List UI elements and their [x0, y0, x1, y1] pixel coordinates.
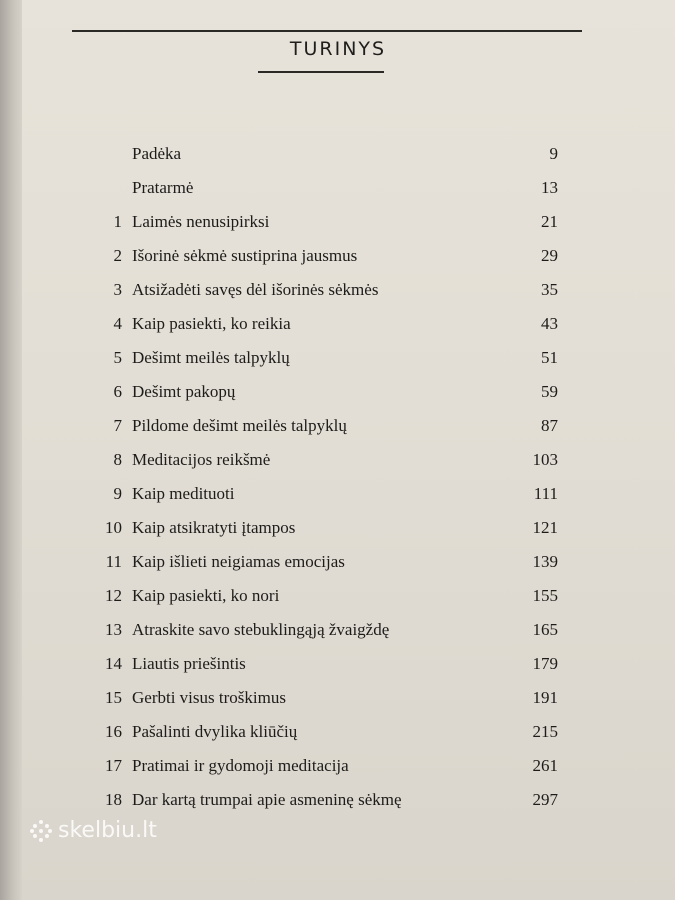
page-number: 59 — [541, 382, 558, 401]
chapter-number: 16 — [105, 722, 122, 741]
toc-entry — [22, 274, 675, 308]
chapter-title: Atsižadėti savęs dėl išorinės sėkmės — [132, 280, 379, 299]
chapter-title: Pratarmė — [132, 178, 194, 197]
page-number: 121 — [532, 518, 558, 537]
chapter-title: Dešimt pakopų — [132, 382, 236, 401]
chapter-number: 13 — [105, 620, 122, 639]
toc-entry — [22, 682, 675, 716]
table-of-contents — [22, 138, 675, 818]
chapter-number: 4 — [113, 314, 122, 333]
book-page — [22, 0, 675, 900]
toc-entry — [22, 308, 675, 342]
page-number: 191 — [532, 688, 558, 707]
top-rule — [72, 30, 582, 32]
toc-entry — [22, 614, 675, 648]
chapter-title: Pildome dešimt meilės talpyklų — [132, 416, 347, 435]
page-number: 87 — [541, 416, 558, 435]
page-number: 51 — [541, 348, 558, 367]
chapter-title: Kaip pasiekti, ko reikia — [132, 314, 291, 333]
chapter-number: 14 — [105, 654, 122, 673]
chapter-title: Kaip medituoti — [132, 484, 235, 503]
dots-logo-icon — [30, 820, 52, 842]
page-number: 13 — [541, 178, 558, 197]
toc-entry — [22, 546, 675, 580]
page-number: 165 — [532, 620, 558, 639]
toc-entry — [22, 512, 675, 546]
toc-entry — [22, 750, 675, 784]
chapter-number: 1 — [113, 212, 122, 231]
chapter-number: 7 — [113, 416, 122, 435]
chapter-number: 2 — [113, 246, 122, 265]
chapter-title: Padėka — [132, 144, 182, 163]
toc-entry — [22, 410, 675, 444]
chapter-number: 5 — [113, 348, 122, 367]
chapter-number: 8 — [113, 450, 122, 469]
page-number: 155 — [532, 586, 558, 605]
toc-entry — [22, 444, 675, 478]
chapter-number: 10 — [105, 518, 122, 537]
toc-entry — [22, 648, 675, 682]
toc-entry — [22, 172, 675, 206]
page-number: 103 — [532, 450, 558, 469]
chapter-title: Liautis priešintis — [132, 654, 246, 673]
chapter-number: 11 — [105, 552, 122, 571]
page-title: TURINYS — [289, 38, 387, 60]
toc-entry — [22, 478, 675, 512]
chapter-title: Pratimai ir gydomoji meditacija — [132, 756, 349, 775]
page-number: 29 — [541, 246, 558, 265]
page-number: 111 — [533, 484, 558, 503]
page-number: 261 — [532, 756, 558, 775]
toc-entry — [22, 376, 675, 410]
toc-entry — [22, 206, 675, 240]
page-number: 215 — [532, 722, 558, 741]
book-spine — [0, 0, 22, 900]
watermark-text: skelbiu.lt — [58, 818, 157, 843]
toc-entry — [22, 138, 675, 172]
toc-entry — [22, 784, 675, 818]
page-number: 179 — [532, 654, 558, 673]
chapter-title: Išorinė sėkmė sustiprina jausmus — [132, 246, 358, 265]
chapter-number: 12 — [105, 586, 122, 605]
chapter-number: 3 — [113, 280, 122, 299]
chapter-title: Meditacijos reikšmė — [132, 450, 271, 469]
toc-entry — [22, 716, 675, 750]
title-underline — [258, 71, 384, 73]
chapter-number: 9 — [113, 484, 122, 503]
page-number: 43 — [541, 314, 558, 333]
chapter-title: Laimės nenusipirksi — [132, 212, 270, 231]
chapter-title: Dešimt meilės talpyklų — [132, 348, 290, 367]
page-number: 139 — [532, 552, 558, 571]
chapter-title: Kaip išlieti neigiamas emocijas — [132, 552, 345, 571]
page-number: 21 — [541, 212, 558, 231]
chapter-number: 6 — [113, 382, 122, 401]
page-number: 35 — [541, 280, 558, 299]
chapter-title: Kaip atsikratyti įtampos — [132, 518, 296, 537]
chapter-title: Atraskite savo stebuklingąją žvaigždę — [132, 620, 390, 639]
toc-entry — [22, 342, 675, 376]
page-number: 9 — [549, 144, 558, 163]
chapter-number: 18 — [105, 790, 122, 809]
chapter-title: Gerbti visus troškimus — [132, 688, 286, 707]
page-number: 297 — [532, 790, 558, 809]
toc-entry — [22, 580, 675, 614]
chapter-title: Pašalinti dvylika kliūčių — [132, 722, 298, 741]
toc-entry — [22, 240, 675, 274]
chapter-number: 17 — [105, 756, 122, 775]
chapter-title: Dar kartą trumpai apie asmeninę sėkmę — [132, 790, 402, 809]
chapter-title: Kaip pasiekti, ko nori — [132, 586, 280, 605]
watermark — [30, 818, 157, 843]
chapter-number: 15 — [105, 688, 122, 707]
